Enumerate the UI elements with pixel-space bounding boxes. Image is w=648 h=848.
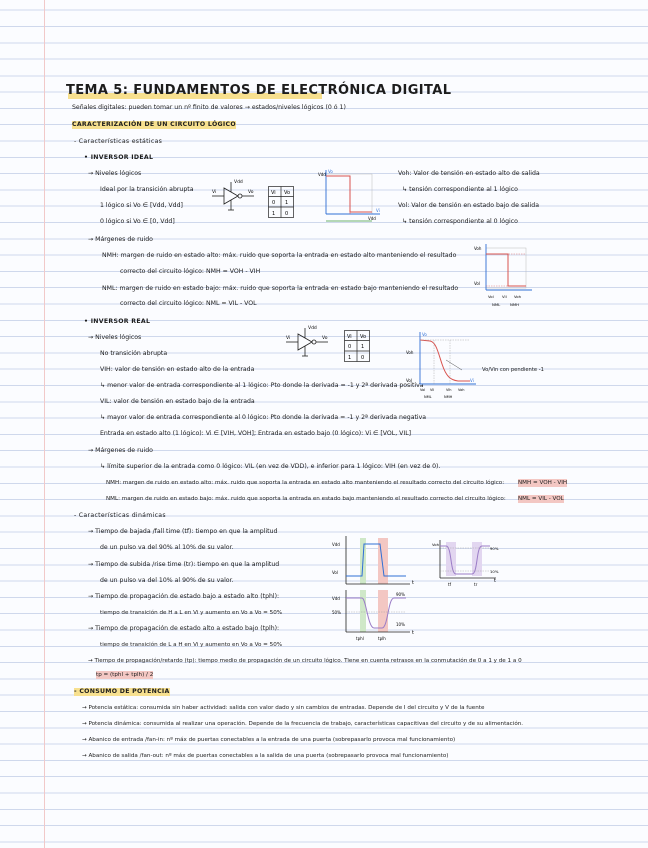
body-text: ↳ mayor valor de entrada correspondiente al 0 lógico: Pto donde la derivada = -1 y 2ª derivada negativa [100, 414, 427, 421]
definition-text: Vol: Valor de tensión en estado bajo de salida [398, 202, 540, 209]
axis-label: Vol [488, 294, 494, 299]
axis-label: Voh [432, 542, 440, 547]
axis-label: 50% [332, 610, 341, 615]
axis-label: Vdd [368, 216, 376, 221]
axis-label: Vo [422, 332, 427, 337]
noise-margin-graph [474, 240, 536, 310]
axis-label: Vil [430, 388, 435, 392]
truth-table-ideal [268, 186, 294, 218]
axis-label: 90% [396, 592, 405, 597]
vo-label: Vo [248, 190, 254, 195]
subsection-heading: - Características estáticas [74, 138, 163, 145]
vo-label: Vo [322, 336, 328, 341]
table-cell: 1 [285, 200, 289, 206]
body-text: 0 lógico si Vo ∈ [0, Vdd] [100, 218, 175, 225]
body-text: Ideal por la transición abrupta [100, 186, 194, 193]
table-cell: 0 [285, 211, 289, 217]
real-inverter-heading: • INVERSOR REAL [84, 318, 151, 325]
axis-label: Vdd [318, 172, 326, 177]
axis-label: tplh [378, 636, 386, 641]
body-text: NMH: margen de ruido en estado alto: máx. ruido que soporta la entrada en estado alto manteniendo el resultado correcto del circuito lógico: [106, 480, 505, 486]
axis-label: Vil [502, 294, 507, 299]
bullet-text: → Abanico de entrada /fan-in: nº máx de puertas conectables a la entrada de una puerta (sobrepasarlo provoca mal funcionamiento) [82, 737, 456, 743]
body-text: ↳ límite superior de la entrada como 0 lógico: VIL (en vez de VDD), e inferior para 1 lógico: VIH (en vez de 0). [100, 463, 441, 470]
axis-label: Vdd [332, 596, 340, 601]
axis-label: t [412, 630, 414, 636]
body-text: Entrada en estado alto (1 lógico): Vi ∈ [VIH, VOH]; Entrada en estado bajo (0 lógico): Vi ∈ [VOL, VIL] [100, 430, 412, 437]
body-text: No transición abrupta [100, 350, 168, 357]
axis-label: Vol [420, 388, 426, 392]
axis-label: Vdd [332, 542, 340, 547]
axis-label: 90% [490, 546, 499, 551]
table-cell: 0 [272, 200, 276, 206]
definition-text: Voh: Valor de tensión en estado alto de salida [398, 170, 540, 177]
body-text: VIH: valor de tensión en estado alto de la entrada [100, 366, 255, 373]
axis-label: Vih [446, 388, 452, 392]
bullet-text: → Abanico de salida /fan-out: nº máx de puertas conectables a la salida de una puerta (sobrepasarlo provoca mal funcionamiento) [82, 753, 449, 759]
nmh-label: NMH [510, 302, 519, 307]
axis-label: tr [474, 582, 478, 587]
truth-table-real [344, 330, 370, 362]
formula: NMH = VOH - VIH [518, 480, 568, 486]
body-text: ↳ menor valor de entrada correspondiente al 1 lógico: Pto donde la derivada = -1 y 2ª derivada positiva [100, 382, 424, 389]
axis-label: t [494, 578, 496, 584]
real-transfer-graph [406, 330, 480, 402]
vi-label: Vi [286, 336, 291, 341]
formula: tp = (tphl + tplh) / 2 [96, 672, 154, 678]
table-header-vi: Vi [271, 190, 276, 196]
axis-label: tphl [356, 636, 364, 641]
axis-label: 10% [490, 569, 499, 574]
nml-label: NML [492, 302, 501, 307]
axis-label: Vol [332, 570, 338, 575]
axis-label: Vi [470, 378, 474, 383]
nmh-label: NMH [444, 395, 453, 399]
inverter-symbol-real [286, 322, 336, 362]
bullet-text: → Tiempo de subida /rise time (tr): tiempo en que la amplitud [88, 561, 280, 568]
body-text: NML: margen de ruido en estado bajo: máx. ruido que soporta la entrada en estado bajo manteniendo el resultado [102, 285, 459, 292]
body-text: tiempo de transición de H a L en Vi y aumento en Vo a Vo = 50% [100, 610, 283, 616]
table-cell: 0 [348, 344, 352, 350]
table-cell: 1 [272, 211, 276, 217]
bullet-text: → Niveles lógicos [88, 170, 142, 177]
intro-text: Señales digitales: pueden tomar un nº finito de valores → estados/niveles lógicos (0 ó 1) [72, 104, 346, 111]
bullet-text: → Tiempo de propagación de estado bajo a estado alto (tphl): [88, 593, 280, 600]
axis-label: 10% [396, 622, 405, 627]
table-header-vo: Vo [284, 190, 291, 196]
bullet-text: → Márgenes de ruido [88, 447, 153, 454]
table-header-vo: Vo [360, 334, 367, 340]
table-cell: 1 [348, 355, 352, 361]
axis-label: Vi [376, 208, 380, 213]
bullet-text: → Márgenes de ruido [88, 236, 153, 243]
bullet-text: → Potencia dinámica: consumida al realizar una operación. Depende de la frecuencia de trabajo, características capacitivas del circuito y de su alimentación. [82, 721, 524, 727]
vdd-label: Vdd [308, 326, 317, 331]
axis-label: t [412, 580, 414, 586]
bullet-text: → Potencia estática: consumida sin haber actividad: salida con valor dado y sin cambios de entradas. Depende de I del circuito y V de la fuente [82, 705, 485, 711]
axis-label: Voh [514, 294, 522, 299]
table-header-vi: Vi [347, 334, 352, 340]
vi-label: Vi [212, 190, 217, 195]
margin-line [44, 0, 45, 848]
table-cell: 0 [361, 355, 365, 361]
formula: NML = VIL - VOL [518, 496, 564, 502]
subsection-heading: - Características dinámicas [74, 512, 166, 519]
axis-label: Voh [474, 246, 482, 251]
axis-label: Voh [406, 350, 414, 355]
table-cell: 1 [361, 344, 365, 350]
body-text: tiempo de transición de L a H en Vi y aumento en Vo a Vo = 50% [100, 642, 283, 648]
body-text: de un pulso va del 90% al 10% de su valor. [100, 544, 234, 551]
output-pulse-graph [332, 590, 422, 642]
bullet-text: → Tiempo de propagación/retardo (tp): tiempo medio de propagación de un circuito lógico. Tiene en cuenta retrasos en la conmutación de 0 a 1 y de 1 a 0 [88, 658, 522, 664]
definition-text: ↳ tensión correspondiente al 0 lógico [402, 218, 518, 225]
axis-label: tf [448, 582, 451, 587]
section-heading: CARACTERIZACIÓN DE UN CIRCUITO LÓGICO [72, 121, 236, 128]
bullet-text: → Niveles lógicos [88, 334, 142, 341]
axis-label: Voh [458, 388, 465, 392]
axis-label: Vol [406, 378, 412, 383]
body-text: correcto del circuito lógico: NMH = VOH - VIH [120, 268, 261, 275]
input-pulse-graph [332, 536, 422, 590]
body-text: 1 lógico si Vo ∈ [Vdd, Vdd] [100, 202, 183, 209]
body-text: NML: margen de ruido en estado bajo: máx. ruido que soporta la entrada en estado bajo manteniendo el resultado correcto del circuito lógico: [106, 496, 506, 502]
ideal-inverter-heading: • INVERSOR IDEAL [84, 154, 154, 161]
bullet-text: → Tiempo de propagación de estado alto a estado bajo (tplh): [88, 625, 280, 632]
body-text: correcto del circuito lógico: NML = VIL - VOL [120, 300, 257, 307]
inverter-symbol-ideal [212, 176, 262, 216]
axis-label: Vol [474, 281, 480, 286]
page-title: TEMA 5: FUNDAMENTOS DE ELECTRÓNICA DIGITAL [66, 83, 452, 98]
body-text: NMH: margen de ruido en estado alto: máx. ruido que soporta la entrada en estado alto manteniendo el resultado [102, 252, 457, 259]
ideal-transfer-graph [318, 168, 386, 234]
annotation: Vo/Vin con pendiente -1 [482, 367, 544, 373]
bullet-text: → Tiempo de bajada /fall time (tf): tiempo en que la amplitud [88, 528, 278, 535]
vdd-label: Vdd [234, 180, 243, 185]
body-text: de un pulso va del 10% al 90% de su valor. [100, 577, 234, 584]
definition-text: ↳ tensión correspondiente al 1 lógico [402, 186, 518, 193]
body-text: VIL: valor de tensión en estado bajo de la entrada [100, 398, 255, 405]
axis-label: Vo [328, 169, 333, 174]
nml-label: NML [424, 395, 432, 399]
rise-fall-graph [432, 540, 502, 588]
power-heading: - CONSUMO DE POTENCIA [74, 688, 170, 695]
